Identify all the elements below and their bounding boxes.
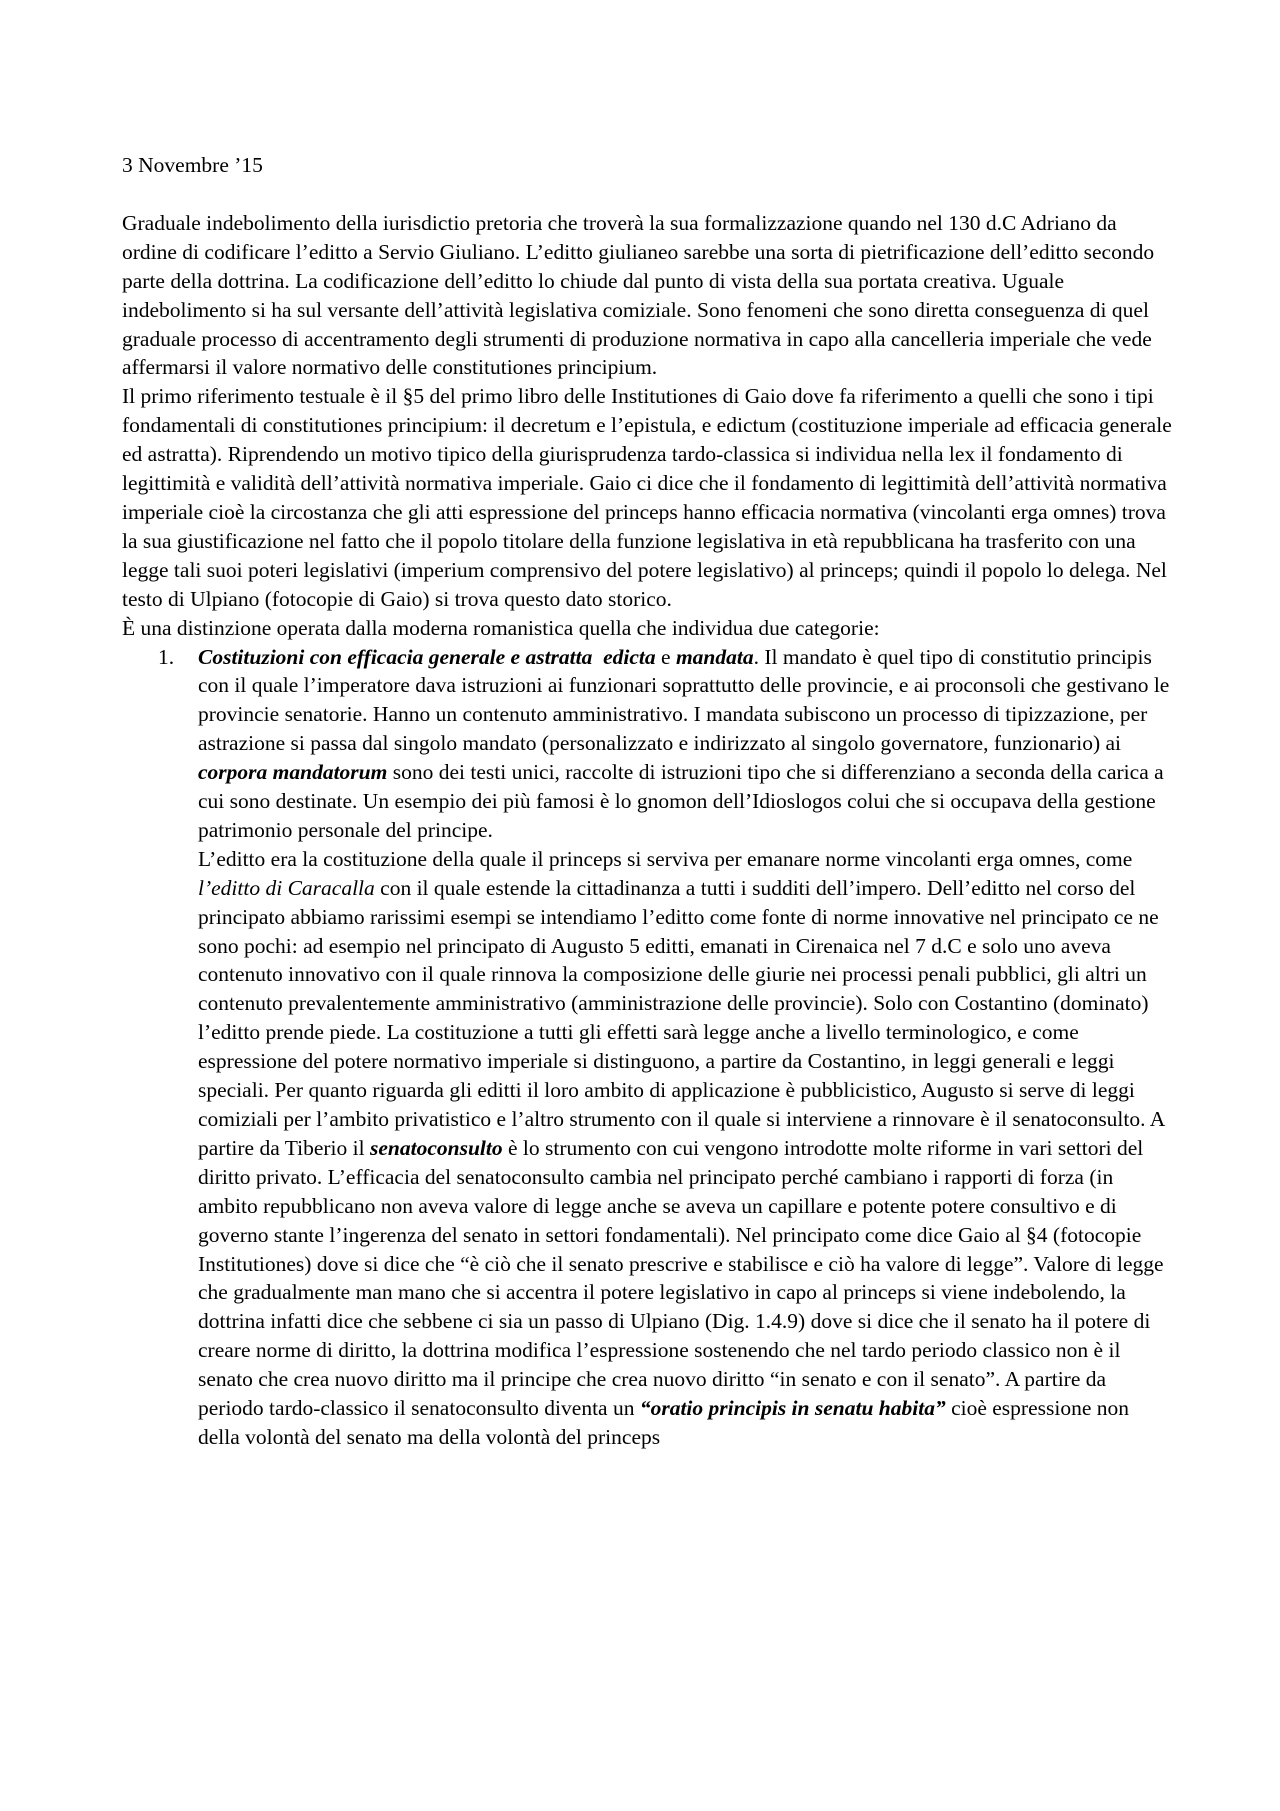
list-item-paragraph-2	[198, 845, 1172, 1452]
list-sub-text-3: è lo strumento con cui vengono introdotte molte riforme in vari settori del diritto privato. L’efficacia del senatoconsulto cambia nel principato perché cambiano i rapporti di forza (in ambito repubblicano non aveva valore di legge anche se aveva un capillare e potente potere consultivo e di governo stante l’ingerenza del senato in settori fondamentali). Nel principato come dice Gaio al §4 (fotocopie Institutiones) dove si dice che “è ciò che il senato prescrive e stabilisce e ciò ha valore di legge”. Valore di legge che gradualmente man mano che si accentra il potere legislativo in capo al princeps si viene indebolendo, la dottrina infatti dice che sebbene ci sia un passo di Ulpiano (Dig. 1.4.9) dove si dice che il senato ha il potere di creare norme di diritto, la dottrina modifica l’espressione sostenendo che nel tardo periodo classico non è il senato che crea nuovo diritto ma il principe che crea nuovo diritto “in senato e con il senato”. A partire da periodo tardo-classico il senatoconsulto diventa un	[198, 1135, 1164, 1421]
term-corpora-mandatorum: corpora mandatorum	[198, 760, 388, 785]
list-number: 1.	[158, 644, 175, 669]
heading-costituzioni: Costituzioni con efficacia generale e astratta	[198, 644, 593, 669]
term-senatoconsulto: senatoconsulto	[369, 1135, 503, 1160]
paragraph-3: È una distinzione operata dalla moderna romanistica quella che individua due categorie:	[122, 615, 880, 640]
paragraph-2: Il primo riferimento testuale è il §5 del primo libro delle Institutiones di Gaio dove fa riferimento a quelli che sono i tipi fondamentali di constitutiones principium: il decretum e l’epistula, e edictum (costituzione imperiale ad efficacia generale ed astratta). Riprendendo un motivo tipico della giurisprudenza tardo-classica si individua nella lex il fondamento di legittimità e validità dell’attività normativa imperiale. Gaio ci dice che il fondamento di legittimità dell’attività normativa imperiale cioè la circostanza che gli atti espressione del princeps hanno efficacia normativa (vincolanti erga omnes) trova la sua giustificazione nel fatto che il popolo titolare della funzione legislativa in età repubblicana ha trasferito con una legge tali suoi poteri legislativi (imperium comprensivo del potere legislativo) al princeps; quindi il popolo lo delega. Nel testo di Ulpiano (fotocopie di Gaio) si trova questo dato storico.	[122, 384, 1172, 611]
list-item-paragraph-1	[198, 643, 1172, 845]
term-oratio-principis: “oratio principis in senatu habita”	[639, 1396, 946, 1421]
list-sub-text-4: cioè espressione non della volontà del senato ma della volontà del princeps	[198, 1396, 1129, 1449]
heading-gap	[592, 645, 603, 669]
heading-connector: e	[655, 644, 676, 669]
list-text-2: sono dei testi unici, raccolte di istruzioni tipo che si differenziano a seconda della carica a cui sono destinate. Un esempio dei più famosi è lo gnomon dell’Idioslogos colui che si occupava della gestione patrimonio personale del principe.	[198, 760, 1164, 842]
heading-mandata: mandata	[675, 644, 754, 669]
list-sub-text-2: con il quale estende la cittadinanza a tutti i sudditi dell’impero. Dell’editto nel corso del principato abbiamo rarissimi esempi se intendiamo l’editto come fonte di norme innovative nel principato ce ne sono pochi: ad esempio nel principato di Augusto 5 editti, emanati in Cirenaica nel 7 d.C e solo uno aveva contenuto innovativo con il quale rinnova la composizione delle giurie nei processi penali pubblici, gli altri un contenuto prevalentemente amministrativo (amministrazione delle provincie). Solo con Costantino (dominato) l’editto prende piede. La costituzione a tutti gli effetti sarà legge anche a livello terminologico, e come espressione del potere normativo imperiale si distinguono, a partire da Costantino, in leggi generali e leggi speciali. Per quanto riguarda gli editti il loro ambito di applicazione è pubblicistico, Augusto si serve di leggi comiziali per l’ambito privatistico e l’altro strumento con il quale si interviene a rinnovare è il senatoconsulto. A partire da Tiberio il	[198, 875, 1165, 1160]
document-body	[122, 151, 1172, 1452]
list-sub-text-1: L’editto era la costituzione della quale il princeps si serviva per emanare norme vincolanti erga omnes, come	[198, 846, 1133, 871]
document-date: 3 Novembre ’15	[122, 153, 263, 177]
list-item	[122, 643, 1172, 1452]
list-text-1: . Il mandato è quel tipo di constitutio principis con il quale l’imperatore dava istruzioni ai funzionari soprattutto delle provincie, e ai proconsoli che gestivano le provincie senatorie. Hanno un contenuto amministrativo. I mandata subiscono un processo di tipizzazione, per astrazione si passa dal singolo mandato (personalizzato e indirizzato al singolo governatore, funzionario) ai	[198, 644, 1170, 756]
numbered-list	[122, 643, 1172, 1452]
paragraph-1: Graduale indebolimento della iurisdictio pretoria che troverà la sua formalizzazione quando nel 130 d.C Adriano da ordine di codificare l’editto a Servio Giuliano. L’editto giulianeo sarebbe una sorta di pietrificazione dell’editto secondo parte della dottrina. La codificazione dell’editto lo chiude dal punto di vista della sua portata creativa. Uguale indebolimento si ha sul versante dell’attività legislativa comiziale. Sono fenomeni che sono diretta conseguenza di quel graduale processo di accentramento degli strumenti di produzione normativa in capo alla cancelleria imperiale che vede affermarsi il valore normativo delle constitutiones principium.	[122, 210, 1155, 380]
heading-edicta: edicta	[603, 644, 656, 669]
term-editto-caracalla: l’editto di Caracalla	[198, 875, 375, 900]
